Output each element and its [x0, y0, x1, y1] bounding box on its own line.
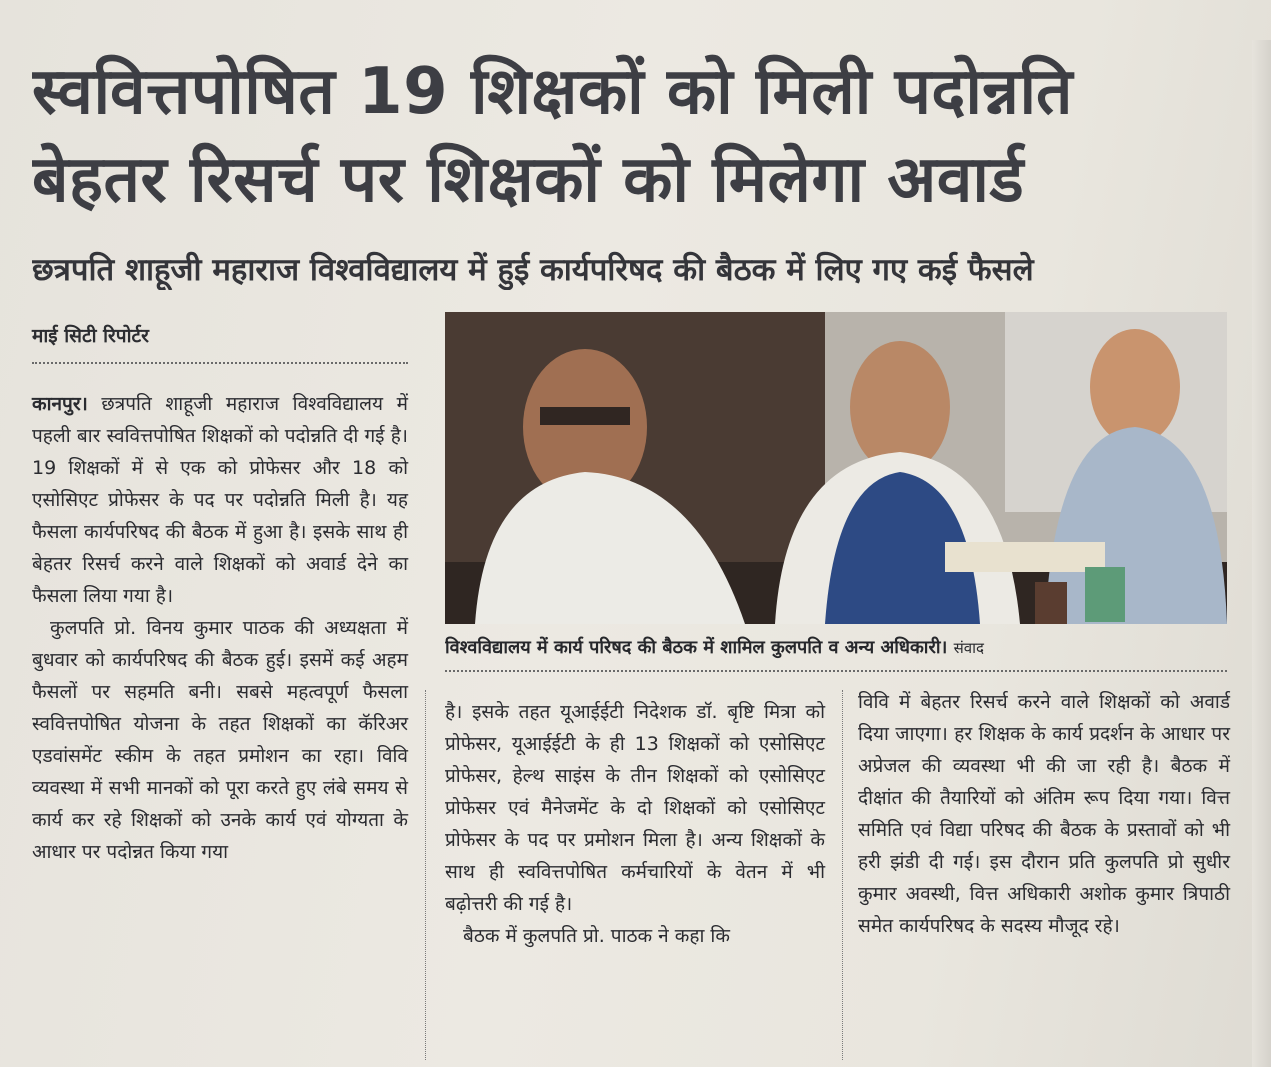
- photo-credit: संवाद: [953, 639, 984, 657]
- byline: माई सिटी रिपोर्टर: [32, 325, 149, 347]
- news-photo: [445, 312, 1227, 624]
- paragraph: कुलपति प्रो. विनय कुमार पाठक की अध्यक्षता में बुधवार को कार्यपरिषद की बैठक हुई। इसमें कई अहम फैसलों पर सहमति बनी। सबसे महत्वपूर्ण फैसला स्ववित्तपोषित योजना के तहत शिक्षकों का कॅरिअर एडवांसमेंट स्कीम के तहत प्रमोशन का रहा। विवि व्यवस्था में सभी मानकों को पूरा करते हुए लंबे समय से कार्य कर रहे शिक्षकों को उनके कार्य एवं योग्यता के आधार पर पदोन्नत किया गया: [32, 617, 408, 863]
- headline-line-1: स्ववित्तपोषित 19 शिक्षकों को मिली पदोन्नति: [32, 55, 1074, 129]
- photo-caption: [445, 634, 1227, 662]
- meeting-photo-illustration: [445, 312, 1227, 624]
- column-divider: [425, 690, 426, 1060]
- byline-divider: [32, 362, 408, 364]
- headline-line-2: बेहतर रिसर्च पर शिक्षकों को मिलेगा अवार्ड: [32, 143, 1025, 217]
- paragraph: [32, 388, 408, 612]
- article-column-2: [445, 696, 825, 952]
- photo-caption-text: विश्वविद्यालय में कार्य परिषद की बैठक में शामिल कुलपति व अन्य अधिकारी।: [445, 637, 948, 658]
- page-edge-shadow: [1252, 40, 1271, 1067]
- dateline: कानपुर।: [32, 393, 88, 415]
- column-divider: [842, 690, 843, 1060]
- article-column-3: [858, 686, 1230, 942]
- paragraph: है। इसके तहत यूआईईटी निदेशक डॉ. बृष्टि मित्रा को प्रोफेसर, यूआईईटी के ही 13 शिक्षकों को एसोसिएट प्रोफेसर, हेल्थ साइंस के तीन शिक्षकों को एसोसिएट प्रोफेसर एवं मैनेजमेंट के दो शिक्षकों को एसोसिएट प्रोफेसर के पद पर प्रमोशन मिला है। अन्य शिक्षकों के साथ ही स्ववित्तपोषित कर्मचारियों के वेतन में भी बढ़ोत्तरी की गई है।: [445, 701, 825, 915]
- paragraph: बैठक में कुलपति प्रो. पाठक ने कहा कि: [463, 925, 730, 947]
- paragraph-text: छत्रपति शाहूजी महाराज विश्वविद्यालय में पहली बार स्ववित्तपोषित शिक्षकों को पदोन्नति दी गई है। 19 शिक्षकों में से एक को प्रोफेसर और 18 को एसोसिएट प्रोफेसर के पद पर पदोन्नति मिली है। यह फैसला कार्यपरिषद की बैठक में हुआ है। इसके साथ ही बेहतर रिसर्च करने वाले शिक्षकों को अवार्ड देने का फैसला लिया गया है।: [32, 393, 408, 607]
- article-column-1: [32, 388, 408, 868]
- paragraph: विवि में बेहतर रिसर्च करने वाले शिक्षकों को अवार्ड दिया जाएगा। हर शिक्षक के कार्य प्रदर्शन के आधार पर अप्रेजल की व्यवस्था भी की जा रही है। बैठक में दीक्षांत की तैयारियों को अंतिम रूप दिया गया। वित्त समिति एवं विद्या परिषद की बैठक के प्रस्तावों को भी हरी झंडी दी गई। इस दौरान प्रति कुलपति प्रो सुधीर कुमार अवस्थी, वित्त अधिकारी अशोक कुमार त्रिपाठी समेत कार्यपरिषद के सदस्य मौजूद रहे।: [858, 691, 1230, 937]
- caption-divider: [445, 670, 1227, 672]
- subheadline: छत्रपति शाहूजी महाराज विश्वविद्यालय में हुई कार्यपरिषद की बैठक में लिए गए कई फैसले: [32, 252, 1034, 288]
